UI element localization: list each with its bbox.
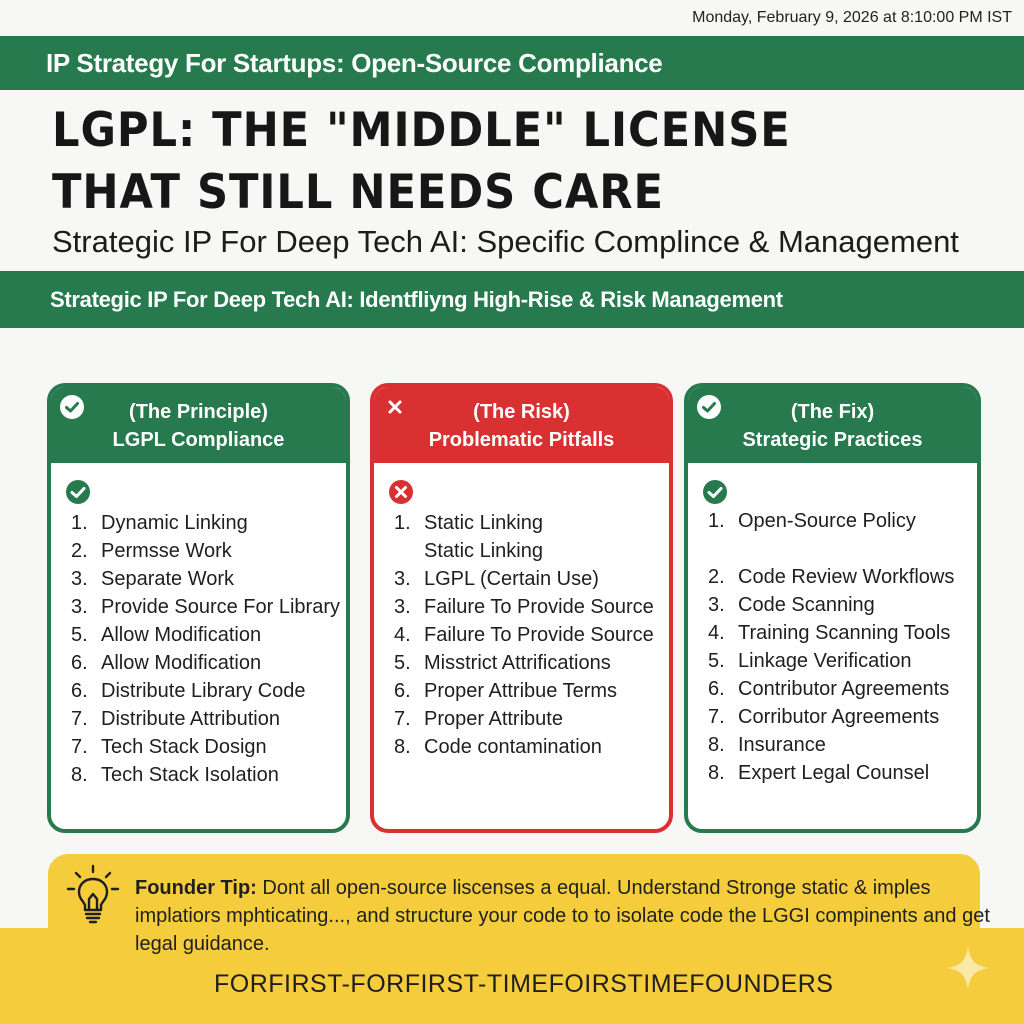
list-item: 1. Dynamic Linking <box>71 512 248 534</box>
founder-tip-label: Founder Tip: <box>135 877 257 899</box>
list-item: 3. Separate Work <box>71 568 235 590</box>
principle-card-title: LGPL Compliance <box>112 429 285 451</box>
list-item: 2. Code Review Workflows <box>708 566 955 588</box>
founder-tip-text <box>135 874 995 958</box>
list-item: Static Linking <box>424 540 543 562</box>
fix-card-title: Strategic Practices <box>742 429 923 451</box>
fix-card-kicker: (The Fix) <box>790 401 875 423</box>
list-item: 7. Distribute Attribution <box>71 708 280 730</box>
list-item: 8. Code contamination <box>394 736 602 758</box>
principle-card-header <box>51 387 346 463</box>
founder-tip-body: Dont all open-source liscenses a equal. Understand Stronge static & imples implatiors mphticating..., and structure your code to to isolate code the LGGI compinents and get legal guidance. <box>135 877 990 955</box>
list-item: 4. Training Scanning Tools <box>708 622 951 644</box>
fix-card <box>684 383 981 833</box>
list-item: 8. Tech Stack Isolation <box>71 764 279 786</box>
x-icon <box>383 395 407 419</box>
risk-list <box>394 509 665 761</box>
x-circle-icon <box>388 479 414 505</box>
risk-card-kicker: (The Risk) <box>473 401 570 423</box>
mid-banner: Strategic IP For Deep Tech AI: Identfliyng High-Rise & Risk Management <box>0 271 1024 328</box>
list-item: 3. Provide Source For Library <box>71 596 340 618</box>
risk-card-header <box>374 387 669 463</box>
list-item: 8. Expert Legal Counsel <box>708 762 930 784</box>
principle-card-kicker: (The Principle) <box>129 401 268 423</box>
sparkle-icon <box>944 944 992 992</box>
principle-card <box>47 383 350 833</box>
top-banner: IP Strategy For Startups: Open-Source Compliance <box>0 36 1024 90</box>
page-title-line-2: THAT STILL NEEDS CARE <box>52 165 664 220</box>
list-item: 1. Open-Source Policy <box>708 510 916 532</box>
page-title <box>52 100 791 224</box>
principle-list <box>71 509 342 789</box>
list-item: 7. Corributor Agreements <box>708 706 940 728</box>
timestamp: Monday, February 9, 2026 at 8:10:00 PM IST <box>692 9 1012 26</box>
footer-text: FORFIRST-FORFIRST-TIMEFOIRSTIMEFOUNDERS <box>214 970 834 998</box>
list-item: 3. Code Scanning <box>708 594 875 616</box>
check-circle-icon <box>65 479 91 505</box>
list-item: 5. Allow Modification <box>71 624 262 646</box>
list-item: 6. Allow Modification <box>71 652 262 674</box>
check-circle-icon <box>60 395 84 419</box>
subtitle: Strategic IP For Deep Tech AI: Specific Complince & Management <box>52 224 959 259</box>
list-item: 6. Distribute Library Code <box>71 680 306 702</box>
risk-card-title: Problematic Pitfalls <box>428 429 615 451</box>
list-item: 7. Proper Attribute <box>394 708 563 730</box>
check-circle-icon <box>697 395 721 419</box>
list-item: 5. Linkage Verification <box>708 650 912 672</box>
page-title-line-1: LGPL: THE "MIDDLE" LICENSE <box>52 103 791 158</box>
list-item: 3. Failure To Provide Source <box>394 596 654 618</box>
fix-list <box>708 507 973 787</box>
list-item: 8. Insurance <box>708 734 826 756</box>
lightbulb-icon <box>62 862 124 928</box>
list-item: 7. Tech Stack Dosign <box>71 736 267 758</box>
check-circle-icon <box>702 479 728 505</box>
list-item: 5. Misstrict Attrifications <box>394 652 611 674</box>
list-item: 6. Proper Attribue Terms <box>394 680 618 702</box>
list-item: 4. Failure To Provide Source <box>394 624 654 646</box>
list-item: 6. Contributor Agreements <box>708 678 950 700</box>
list-item: 3. LGPL (Certain Use) <box>394 568 599 590</box>
list-item: 2. Permsse Work <box>71 540 232 562</box>
list-item: 1. Static Linking <box>394 512 543 534</box>
fix-card-header <box>688 387 977 463</box>
risk-card <box>370 383 673 833</box>
